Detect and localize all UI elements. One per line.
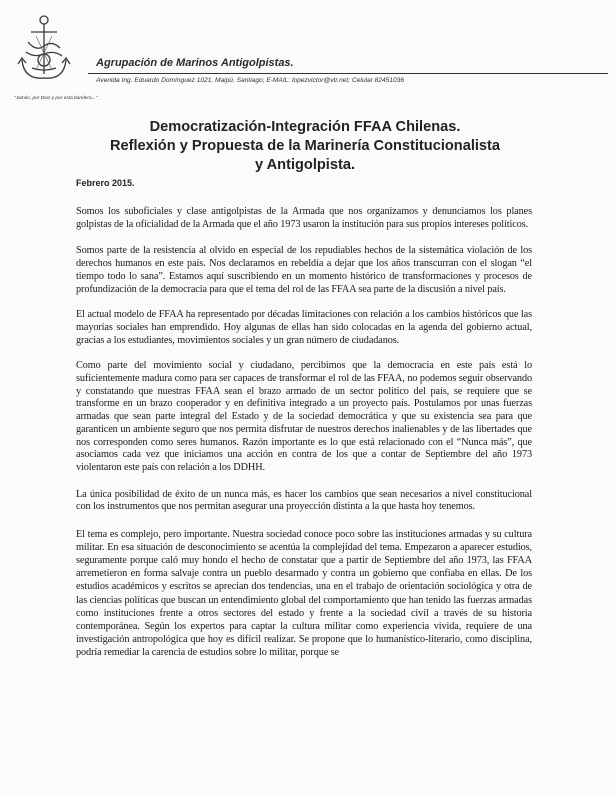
organization-address: Avenida Ing. Eduardo Domínguez 1021, Maipú, Santiago; E-MAIL: lopezvictor@vtr.net; Celular 82451036 [96, 77, 404, 84]
document-body [76, 206, 532, 672]
paragraph: El tema es complejo, pero importante. Nuestra sociedad conoce poco sobre las instituciones armadas y su cultura militar. En esa situación de desconocimiento se acentúa la complejidad del tema. Empezaron a aparecer estudios, seguramente porque caló muy hondo el hecho de constatar que a partir de Septiembre del año 1973, las FFAA arremetieron en forma salvaje contra un pueblo desarmado y contra un gobierno que confiaba en ellas. De los estudios académicos y escritos se aprecian dos tendencias, una en el trabajo de orientación sociológica y otra de las ciencias políticas que buscan un entendimiento global del comportamiento que han tenido las fuerzas armadas como instituciones frente a otros sectores del estado y frente a la sociedad civil a través de su historia contemporánea. Según los expertos para captar la cultura militar como experiencia vivida, requiere de una investigación antropológica que hoy es difícil realizar. Se propone que lo humanístico-literario, como disciplina, podría remediar la carencia de estudios sobre lo militar, porque se [76, 529, 532, 658]
paragraph: Somos parte de la resistencia al olvido en especial de los repudiables hechos de la sistemática violación de los derechos humanos en este país. Nos declaramos en rebeldía a dejar que los años transcurran con el slogan “el tiempo todo lo sana”. Estamos aquí suscribiendo en un momento histórico de transformaciones y procesos de profundización de la democracia para que el tema del rol de las FFAA sea parte de la discusión a nivel país. [76, 245, 532, 295]
logo-motto: "Jamás, por Dios y por esta bandera..." [14, 96, 98, 101]
paragraph: Como parte del movimiento social y ciudadano, percibimos que la democracia en este país está lo suficientemente madura como para ser capaces de transformar el rol de las FFAA, no podemos seguir observando y constatando que nuestras FFAA sean el brazo armado de un sector político del país, se requiere que se transforme en un brazo cooperador y en definitiva integrado a un proyecto país. Postulamos por unas fuerzas armadas que sean parte integral del Estado y de la sociedad democrática y que su existencia sea para que garanticen un ambiente seguro que nos permita disfrutar de nuestros derechos inalienables y de las libertades que nos corresponden como seres humanos. Razón importante es lo que está relacionado con el “Nunca más”, que asociamos cada vez que iniciamos una acción en contra de los que a contar de Septiembre del año 1973 violentaron este país con relación a los DDHH. [76, 360, 532, 473]
document-date: Febrero 2015. [76, 178, 135, 188]
organization-name: Agrupación de Marinos Antigolpistas. [96, 57, 294, 69]
anchor-emblem-logo [14, 12, 74, 98]
title-line-3: y Antigolpista. [255, 157, 355, 173]
document-title [60, 118, 550, 175]
title-line-2: Reflexión y Propuesta de la Marinería Constitucionalista [109, 138, 501, 154]
paragraph: La única posibilidad de éxito de un nunca más, es hacer los cambios que sean necesarios a nivel constitucional con los instrumentos que nos permitan asegurar una proyección distinta a la que hasta hoy tenemos. [76, 488, 532, 513]
title-line-1: Democratización-Integración FFAA Chilenas. [149, 119, 461, 135]
letterhead [10, 8, 605, 118]
paragraph: El actual modelo de FFAA ha representado por décadas limitaciones con relación a los cambios históricos que las mayorías sociales han emprendido. Hoy algunas de ellas han sido colocadas en la agenda del gobierno actual, gracias a los estudiantes, movimientos sociales y un gran número de ciudadanos. [76, 309, 532, 346]
paragraph: Somos los suboficiales y clase antigolpistas de la Armada que nos organizamos y denunciamos los planes golpistas de la oficialidad de la Armada que el año 1973 usaron la institución para sus propios intereses políticos. [76, 206, 532, 230]
header-divider [88, 73, 608, 74]
